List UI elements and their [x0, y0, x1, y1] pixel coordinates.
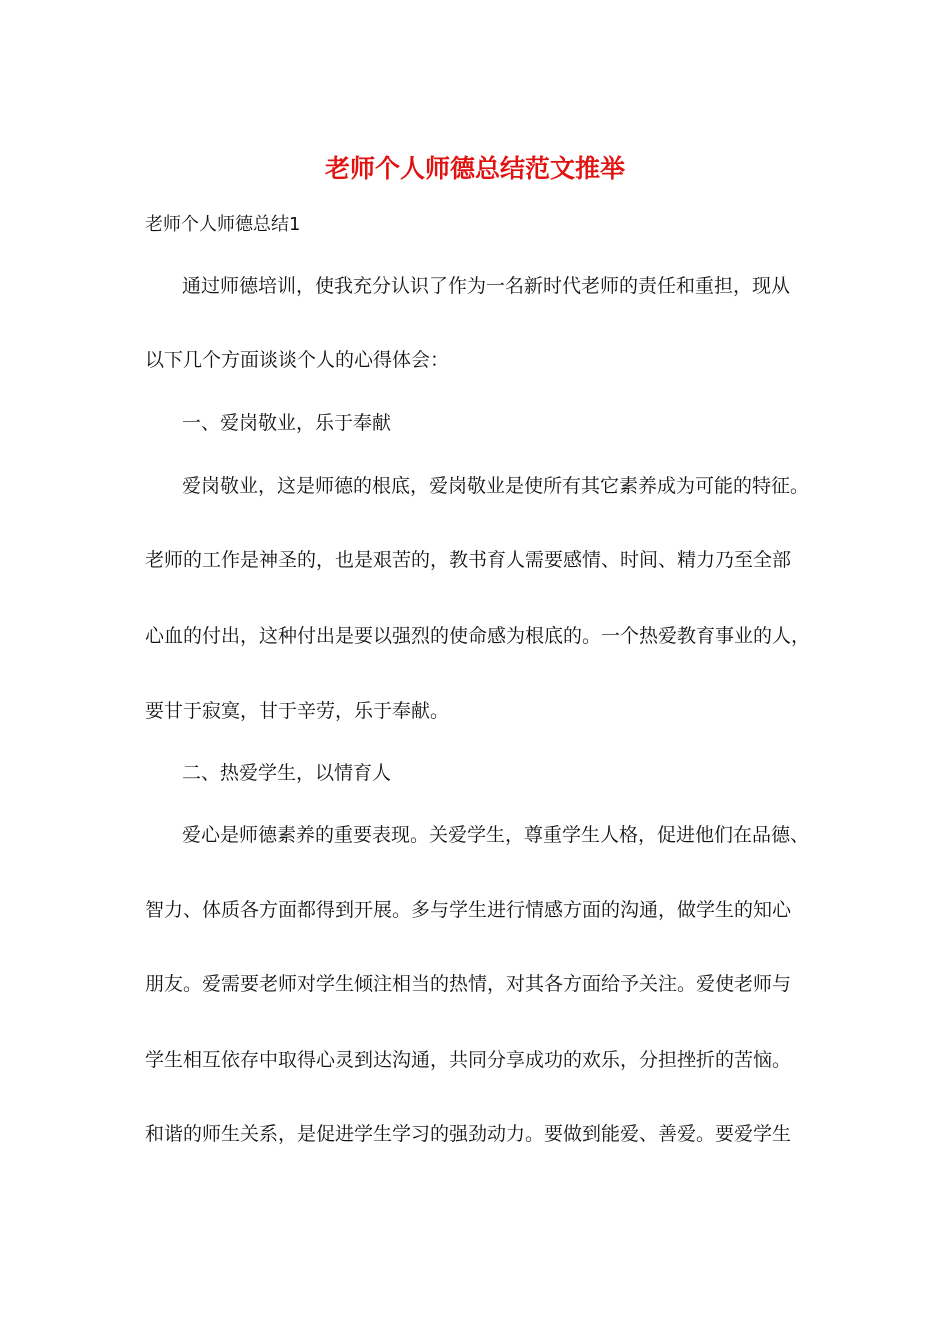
paragraph-line: 心血的付出，这种付出是要以强烈的使命感为根底的。一个热爱教育事业的人，	[145, 625, 811, 647]
section-subtitle: 老师个人师德总结1	[145, 214, 301, 235]
paragraph-line: 老师的工作是神圣的，也是艰苦的，教书育人需要感情、时间、精力乃至全部	[145, 549, 792, 571]
paragraph-line: 智力、体质各方面都得到开展。多与学生进行情感方面的沟通，做学生的知心	[145, 899, 792, 921]
paragraph-line: 以下几个方面谈谈个人的心得体会：	[145, 349, 450, 371]
document-title: 老师个人师德总结范文推举	[324, 154, 625, 183]
paragraph-line: 朋友。爱需要老师对学生倾注相当的热情，对其各方面给予关注。爱使老师与	[145, 973, 792, 995]
paragraph-line: 要甘于寂寞，甘于辛劳，乐于奉献。	[145, 700, 450, 722]
paragraph-line: 和谐的师生关系，是促进学生学习的强劲动力。要做到能爱、善爱。要爱学生	[145, 1123, 792, 1145]
paragraph-line: 爱岗敬业，这是师德的根底，爱岗敬业是使所有其它素养成为可能的特征。	[182, 475, 810, 497]
paragraph-line: 爱心是师德素养的重要表现。关爱学生，尊重学生人格，促进他们在品德、	[182, 824, 810, 846]
section-heading: 二、热爱学生，以情育人	[182, 762, 392, 784]
paragraph-line: 通过师德培训，使我充分认识了作为一名新时代老师的责任和重担，现从	[182, 275, 791, 297]
section-heading: 一、爱岗敬业，乐于奉献	[182, 412, 392, 434]
paragraph-line: 学生相互依存中取得心灵到达沟通，共同分享成功的欢乐，分担挫折的苦恼。	[145, 1049, 792, 1071]
